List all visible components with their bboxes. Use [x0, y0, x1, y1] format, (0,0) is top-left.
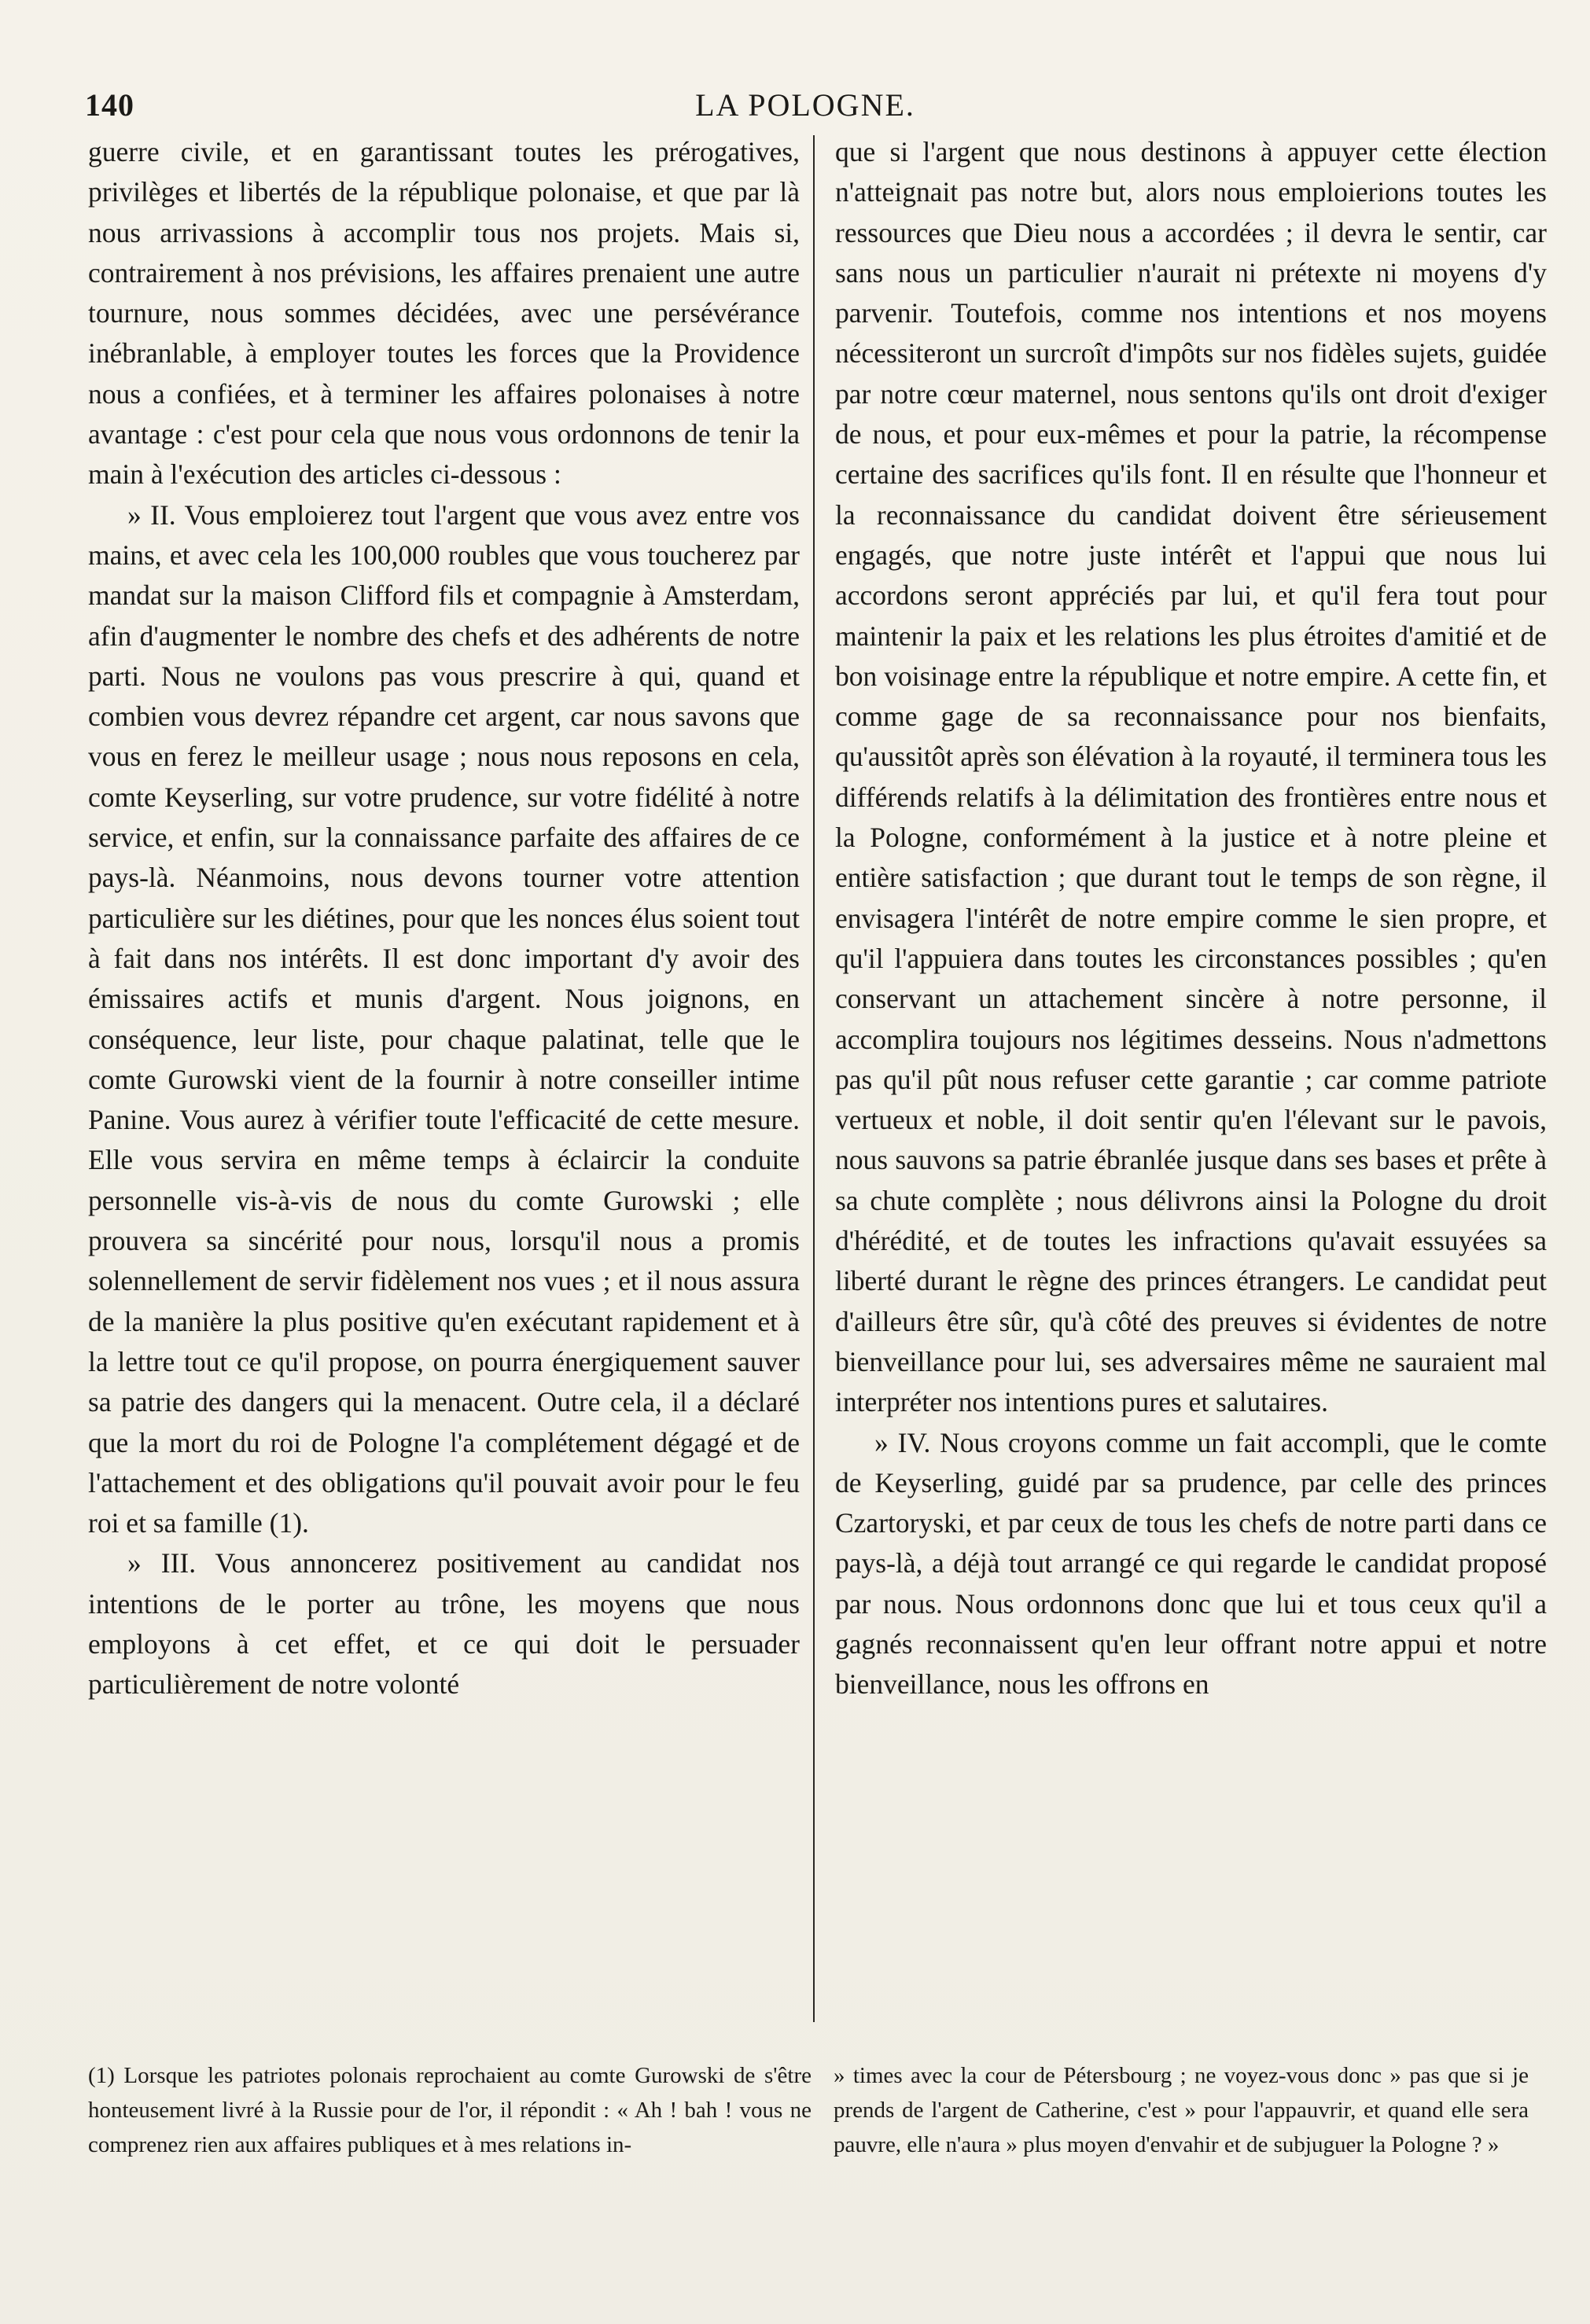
- right-paragraph-article-4: » IV. Nous croyons comme un fait accompli, que le comte de Keyserling, guidé par sa prudence, par celle des princes Czartoryski, et par ceux de tous les chefs de notre parti dans ce pays-là, a déjà tout arrangé ce qui regarde le candidat proposé par nous. Nous ordonnons donc que lui et tous ceux qu'il a gagnés reconnaissent qu'en leur offrant notre appui et notre bienveillance, nous les offrons en: [835, 1426, 1547, 1701]
- footnote-text-right: » times avec la cour de Pétersbourg ; ne voyez-vous donc » pas que si je prends de l'argent de Catherine, c'est » pour l'appauvrir, et quand elle sera pauvre, elle n'aura » plus moyen d'envahir et de subjuguer la Pologne ? »: [834, 2063, 1529, 2157]
- footnote-left-column: [88, 2058, 812, 2216]
- page-header: [85, 86, 1526, 126]
- left-paragraph-1: guerre civile, et en garantissant toutes les prérogatives, privilèges et libertés de la république polonaise, et que par là nous arrivassions à accomplir tous nos projets. Mais si, contrairement à nos prévisions, les affaires prenaient une autre tournure, nous sommes décidées, avec une persévérance inébranlable, à employer toutes les forces que la Providence nous a confiées, et à terminer les affaires polonaises à notre avantage : c'est pour cela que nous vous ordonnons de tenir la main à l'exécution des articles ci-dessous :: [88, 136, 800, 491]
- column-divider: [813, 135, 815, 2022]
- running-title: LA POLOGNE.: [695, 87, 915, 123]
- left-paragraph-article-2: » II. Vous emploierez tout l'argent que vous avez entre vos mains, et avec cela les 100,000 roubles que vous toucherez par mandat sur la maison Clifford fils et compagnie à Amsterdam, afin d'augmenter le nombre des chefs et des adhérents de notre parti. Nous ne voulons pas vous prescrire à qui, quand et combien vous devrez répandre cet argent, car nous savons que vous en ferez le meilleur usage ; nous nous reposons en cela, comte Keyserling, sur votre prudence, sur votre fidélité à notre service, et enfin, sur la connaissance parfaite des affaires de ce pays-là. Néanmoins, nous devons tourner votre attention particulière sur les diétines, pour que les nonces élus soient tout à fait dans nos intérêts. Il est donc important d'y avoir des émissaires actifs et munis d'argent. Nous joignons, en conséquence, leur liste, pour chaque palatinat, telle que le comte Gurowski vient de la fournir à notre conseiller intime Panine. Vous aurez à vérifier toute l'efficacité de cette mesure. Elle vous servira en même temps à éclaircir la conduite personnelle vis-à-vis de nous du comte Gurowski ; elle prouvera sa sincérité pour nous, lorsqu'il nous a promis solennellement de servir fidèlement nos vues ; et il nous assura de la manière la plus positive qu'en exécutant rapidement et à la lettre tout ce qu'il propose, on pourra énergiquement sauver sa patrie des dangers qui la menacent. Outre cela, il a déclaré que la mort du roi de Pologne l'a complétement dégagé et de l'attachement et des obligations qu'il pouvait avoir pour le feu roi et sa famille (1).: [88, 498, 800, 1539]
- right-text-column: [835, 132, 1547, 2027]
- right-paragraph-1: que si l'argent que nous destinons à appuyer cette élection n'atteignait pas notre but, alors nous emploierions toutes les ressources que Dieu nous a accordées ; il devra le sentir, car sans nous un particulier n'aurait ni prétexte ni moyens d'y parvenir. Toutefois, comme nos intentions et nos moyens nécessiteront un surcroît d'impôts sur nos fidèles sujets, guidée par notre cœur maternel, nous sentons qu'ils ont droit d'exiger de nous, et pour eux-mêmes et pour la patrie, la récompense certaine des sacrifices qu'ils font. Il en résulte que l'honneur et la reconnaissance du candidat doivent être sérieusement engagés, que notre juste intérêt et l'appui que nous lui accordons seront appréciés par lui, et qu'il fera tout pour maintenir la paix et les relations les plus étroites d'amitié et de bon voisinage entre la république et notre empire. A cette fin, et comme gage de sa reconnaissance pour nos bienfaits, qu'aussitôt après son élévation à la royauté, il terminera tous les différends relatifs à la délimitation des frontières entre nous et la Pologne, conformément à la justice et à notre pleine et entière satisfaction ; que durant tout le temps de son règne, il envisagera l'intérêt de notre empire comme le sien propre, et qu'il l'appuiera dans toutes les circonstances possibles ; qu'en conservant un attachement sincère à notre personne, il accomplira toujours nos légitimes desseins. Nous n'admettons pas qu'il pût nous refuser cette garantie ; car comme patriote vertueux et noble, il doit sentir qu'en l'élevant sur le pavois, nous sauvons sa patrie ébranlée jusque dans ses bases et prête à sa chute complète ; nous délivrons ainsi la Pologne du droit d'hérédité, et de toutes les infractions qu'avait essuyées sa liberté durant le règne des princes étrangers. Le candidat peut d'ailleurs être sûr, qu'à côté des preuves si évidentes de notre bienveillance pour lui, ses adversaires même ne sauraient mal interpréter nos intentions pures et salutaires.: [835, 136, 1547, 1418]
- left-paragraph-article-3: » III. Vous annoncerez positivement au candidat nos intentions de le porter au trône, les moyens que nous employons à cet effet, et ce qui doit le persuader particulièrement de notre volonté: [88, 1547, 800, 1701]
- left-text-column: [88, 132, 800, 2027]
- page-number: 140: [85, 87, 134, 123]
- footnote-area: [88, 2058, 1527, 2216]
- footnote-text-left: (1) Lorsque les patriotes polonais reprochaient au comte Gurowski de s'être honteusement livré à la Russie pour de l'or, il répondit : « Ah ! bah ! vous ne comprenez rien aux affaires publiques et à mes relations in-: [88, 2063, 812, 2157]
- footnote-right-column: [834, 2058, 1529, 2216]
